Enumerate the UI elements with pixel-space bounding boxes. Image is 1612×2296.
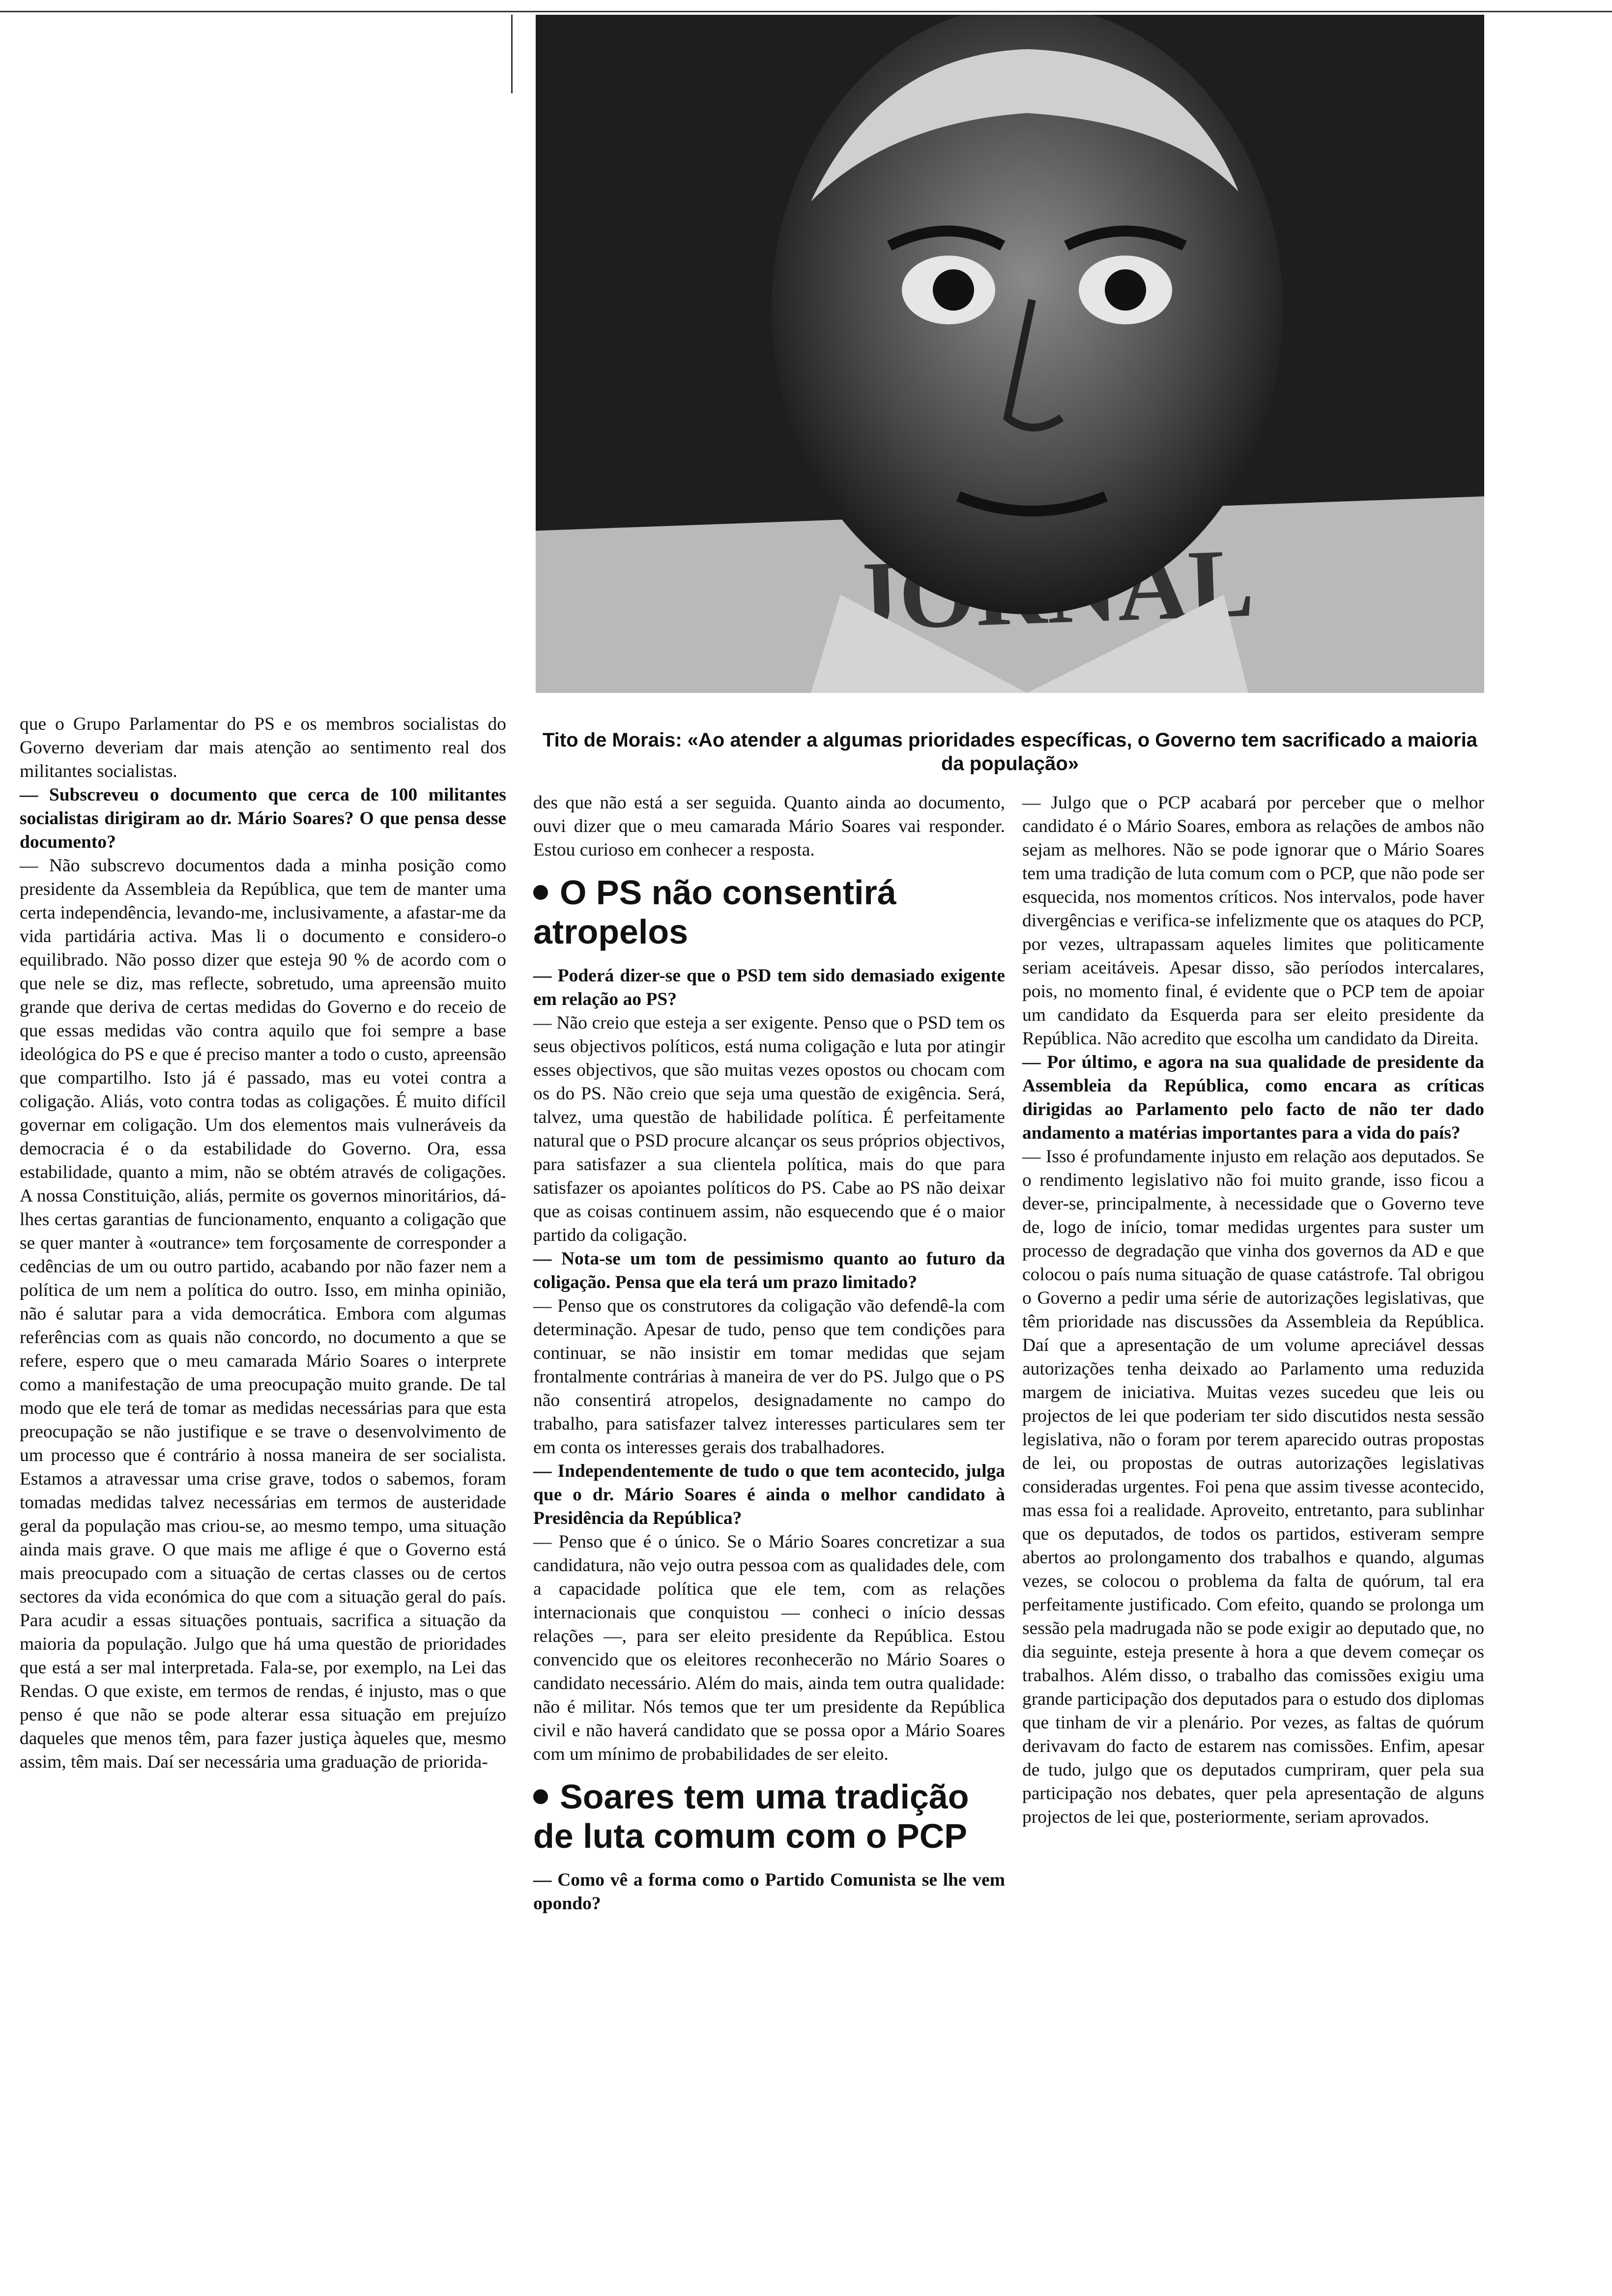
answer-2: — Não creio que esteja a ser exigente. Penso que o PSD tem os seus objectivos políticos, está numa coligação e luta por atingir esses objectivos, que são muitas vezes opostos ou chocam com os do PS. Não creio que seja uma questão de exigência. Será, talvez, uma questão de habilidade política. É perfeitamente natural que o PSD procure alcançar os seus próprios objectivos, para satisfazer a sua clientela política, mais do que para satisfazer os apoiantes políticos do PS. Cabe ao PS não deixar que as coisas continuem assim, não esquecendo que é o maior partido da coligação. [533,1013,1005,1245]
section-heading-1: O PS não consentirá atropelos [533,873,896,951]
answer-1-continuation: des que não está a ser seguida. Quanto ainda ao documento, ouvi dizer que o meu camarada Mário Soares vai responder. Estou curioso em conhecer a resposta. [533,793,1005,860]
question-5: — Como vê a forma como o Partido Comunista se lhe vem opondo? [533,1870,1005,1914]
question-6: — Por último, e agora na sua qualidade de presidente da Assembleia da República, como encara as críticas dirigidas ao Parlamento pelo facto de não ter dado andamento a matérias importantes para a vida do país? [1022,1052,1484,1143]
question-2: — Poderá dizer-se que o PSD tem sido demasiado exigente em relação ao PS? [533,966,1005,1009]
answer-5: — Julgo que o PCP acabará por perceber que o melhor candidato é o Mário Soares, embora as relações de ambos não sejam as melhores. Não se pode ignorar que o Mário Soares tem uma tradição de luta comum com o PCP, que não pode ser esquecida, nos momentos críticos. Nos intervalos, pode haver divergências e verifica-se infelizmente que os ataques do PCP, por vezes, ultrapassam aqueles limites que politicamente seriam aceitáveis. Apesar disso, são períodos intercalares, pois, no momento final, é evidente que o PCP tem de apoiar um candidato da Esquerda para ser eleito presidente da República. Não acredito que escolha um candidato da Direita. [1022,793,1484,1049]
photo-caption: Tito de Morais: «Ao atender a algumas prioridades específicas, o Governo tem sacrificado a maioria da população» [542,729,1478,775]
portrait-illustration [536,15,1484,693]
portrait-photo [536,15,1484,693]
column-rule [511,15,513,93]
column-1 [20,713,506,1774]
question-3: — Nota-se um tom de pessimismo quanto ao futuro da coligação. Pensa que ela terá um prazo limitado? [533,1249,1005,1292]
answer-1: — Não subscrevo documentos dada a minha posição como presidente da Assembleia da República, que tem de manter uma certa independência, levando-me, inclusivamente, a afastar-me da vida partidária activa. Mas li o documento e considero-o equilibrado. Não posso dizer que esteja 90 % de acordo com o que nele se diz, mas reflecte, sobretudo, uma apreensão muito grande que deriva de certas medidas do Governo e do receio de que essas medidas vão contra aquilo que foi sempre a base ideológica do PS e que é preciso manter a todo o custo, apreensão que compartilho. Isto já é passado, mas eu votei contra a coligação. Aliás, voto contra todas as coligações. É muito difícil governar em coligação. Um dos elementos mais vulneráveis da democracia é o da estabilidade do Governo. Ora, essa estabilidade, quanto a mim, não se obtém através de coligações. A nossa Constituição, aliás, permite os governos minoritários, dá-lhes certas garantias de funcionamento, enquanto a coligação que se quer manter à «outrance» tem forçosamente de corresponder a cedências de um ou outro partido, acabando por não fazer nem a política de um nem a política do outro. Isso, em minha opinião, não é salutar para a vida democrática. Embora com algumas referências com as quais não concordo, no documento a que se refere, espero que o meu camarada Mário Soares o interprete como a manifestação de uma preocupação muito grande. De tal modo que ele terá de tomar as medidas necessárias para que esta preocupação se não justifique e se trave o desenvolvimento de um processo que é contrário à nossa maneira de ser socialista. Estamos a atravessar uma crise grave, todos o sabemos, foram tomadas medidas talvez necessárias em termos de austeridade geral da população mas criou-se, ao mesmo tempo, uma situação ainda mais grave. O que mais me aflige é que o Governo está mais preocupado com a situação de certas classes ou de certos sectores da vida económica do que com a situação geral do país. Para acudir a essas situações pontuais, sacrifica a situação da maioria da população. Julgo que há uma questão de prioridades que está a ser mal interpretada. Fala-se, por exemplo, na Lei das Rendas. O que existe, em termos de rendas, é injusto, mas o que penso é que não se pode alterar essa situação em prejuízo daqueles que menos têm, para fazer justiça àqueles que, mesmo assim, têm mais. Daí ser necessária uma graduação de priorida- [20,856,506,1772]
bullet-icon [533,885,548,900]
answer-3: — Penso que os construtores da coligação vão defendê-la com determinação. Apesar de tudo, penso que tem condições para continuar, se não insistir em tomar medidas que sejam frontalmente contrárias à maneira de ver do PS. Julgo que o PS não consentirá atropelos, designadamente no campo do trabalho, para satisfazer talvez interesses particulares sem ter em conta os interesses gerais dos trabalhadores. [533,1296,1005,1458]
answer-4: — Penso que é o único. Se o Mário Soares concretizar a sua candidatura, não vejo outra pessoa com as qualidades dele, com a capacidade política que ele tem, com as relações internacionais que conquistou — conheci o início dessas relações —, para ser eleito presidente da República. Estou convencido que os eleitores reconhecerão no Mário Soares o candidato necessário. Além do mais, ainda tem outra qualidade: não é militar. Nós temos que ter um presidente da República civil e não haverá candidato que se possa opor a Mário Soares com um mínimo de probabilidades de ser eleito. [533,1532,1005,1764]
column-3 [1022,791,1484,1829]
bullet-icon [533,1789,548,1804]
section-heading-2: Soares tem uma tradição de luta comum com o PCP [533,1778,969,1855]
question-4: — Independentemente de tudo o que tem acontecido, julga que o dr. Mário Soares é ainda o melhor candidato à Presidência da República? [533,1461,1005,1528]
answer-6: — Isso é profundamente injusto em relação aos deputados. Se o rendimento legislativo não foi muito grande, isso ficou a dever-se, principalmente, à necessidade que o Governo teve de, logo de início, tomar medidas urgentes para suster um processo de degradação que vinha dos governos da AD e que colocou o país numa situação de quase catástrofe. Tal obrigou o Governo a pedir uma série de autorizações legislativas, que têm prioridade nas discussões da Assembleia da República. Daí que a apresentação de um volume apreciável dessas autorizações tenha deixado ao Parlamento uma reduzida margem de iniciativa. Muitas vezes sucedeu que leis ou projectos de lei que poderiam ter sido discutidos nesta sessão legislativa, não o foram por terem aparecido outras propostas de lei, ou propostas de outras autorizações legislativas consideradas urgentes. Foi pena que assim tivesse acontecido, mas essa foi a realidade. Aproveito, entretanto, para sublinhar que os deputados, de todos os partidos, estiveram sempre abertos ao prolongamento dos trabalhos e quando, algumas vezes, se colocou o problema da falta de quórum, tal era perfeitamente justificado. Com efeito, quando se prolonga um sessão pela madrugada não se pode exigir ao deputado que, no dia seguinte, esteja presente à hora a que devem começar os trabalhos. Além disso, o trabalho das comissões exigiu uma grande participação dos deputados para o estudo dos diplomas que tinham de vir a plenário. Por vezes, as faltas de quórum derivavam do facto de estarem nas comissões. Enfim, apesar de tudo, julgo que os deputados cumpriram, quer pela sua participação nos debates, quer pela apresentação de alguns projectos de lei que, posteriormente, seriam aprovados. [1022,1147,1484,1827]
top-rule [0,11,1612,12]
intro-paragraph: que o Grupo Parlamentar do PS e os membros socialistas do Governo deveriam dar mais atenção ao sentimento real dos militantes socialistas. [20,714,506,781]
column-2 [533,791,1005,1916]
question-1: — Subscreveu o documento que cerca de 100 militantes socialistas dirigiram ao dr. Mário Soares? O que pensa desse documento? [20,785,506,852]
